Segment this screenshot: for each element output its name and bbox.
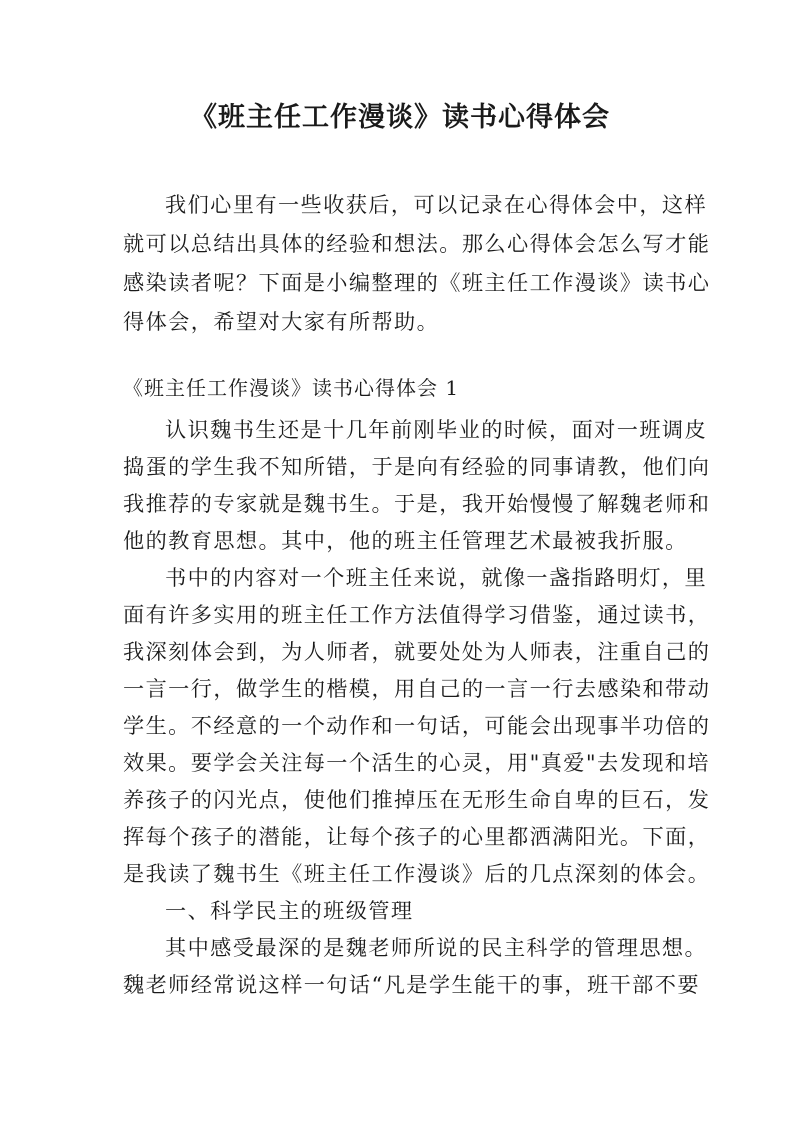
body-text	[123, 411, 711, 1003]
body-line: 捣蛋的学生我不知所错，于是向有经验的同事请教，他们向	[123, 454, 711, 479]
body-line: 一言一行，做学生的楷模，用自己的一言一行去感染和带动	[123, 676, 711, 701]
section-heading: 《班主任工作漫谈》读书心得体会 1	[123, 376, 460, 400]
intro-line: 就可以总结出具体的经验和想法。那么心得体会怎么写才能	[123, 231, 711, 256]
body-line: 他的教育思想。其中，他的班主任管理艺术最被我折服。	[123, 528, 688, 553]
body-line: 魏老师经常说这样一句话“凡是学生能干的事，班干部不要	[123, 972, 700, 997]
body-line: 书中的内容对一个班主任来说，就像一盏指路明灯，里	[165, 565, 708, 590]
body-line: 其中感受最深的是魏老师所说的民主科学的管理思想。	[165, 935, 708, 960]
body-line: 我推荐的专家就是魏书生。于是，我开始慢慢了解魏老师和	[123, 491, 711, 516]
body-line: 效果。要学会关注每一个活生的心灵，用"真爱"去发现和培	[123, 750, 710, 775]
intro-line: 得体会，希望对大家有所帮助。	[123, 309, 440, 334]
body-line: 认识魏书生还是十几年前刚毕业的时候，面对一班调皮	[165, 417, 708, 442]
intro-line: 感染读者呢？下面是小编整理的《班主任工作漫谈》读书心	[123, 270, 711, 295]
document-title: 《班主任工作漫谈》读书心得体会	[190, 102, 610, 133]
intro-paragraph	[123, 185, 711, 341]
body-line: 是我读了魏书生《班主任工作漫谈》后的几点深刻的体会。	[123, 861, 711, 886]
intro-line: 我们心里有一些收获后，可以记录在心得体会中，这样	[165, 192, 708, 217]
body-line: 挥每个孩子的潜能，让每个孩子的心里都洒满阳光。下面，	[123, 824, 711, 849]
subsection-heading: 一、科学民主的班级管理	[165, 898, 414, 923]
body-line: 我深刻体会到，为人师者，就要处处为人师表，注重自己的	[123, 639, 711, 664]
body-line: 学生。不经意的一个动作和一句话，可能会出现事半功倍的	[123, 713, 711, 738]
body-line: 面有许多实用的班主任工作方法值得学习借鉴，通过读书，	[123, 602, 711, 627]
body-line: 养孩子的闪光点，使他们推掉压在无形生命自卑的巨石，发	[123, 787, 711, 812]
